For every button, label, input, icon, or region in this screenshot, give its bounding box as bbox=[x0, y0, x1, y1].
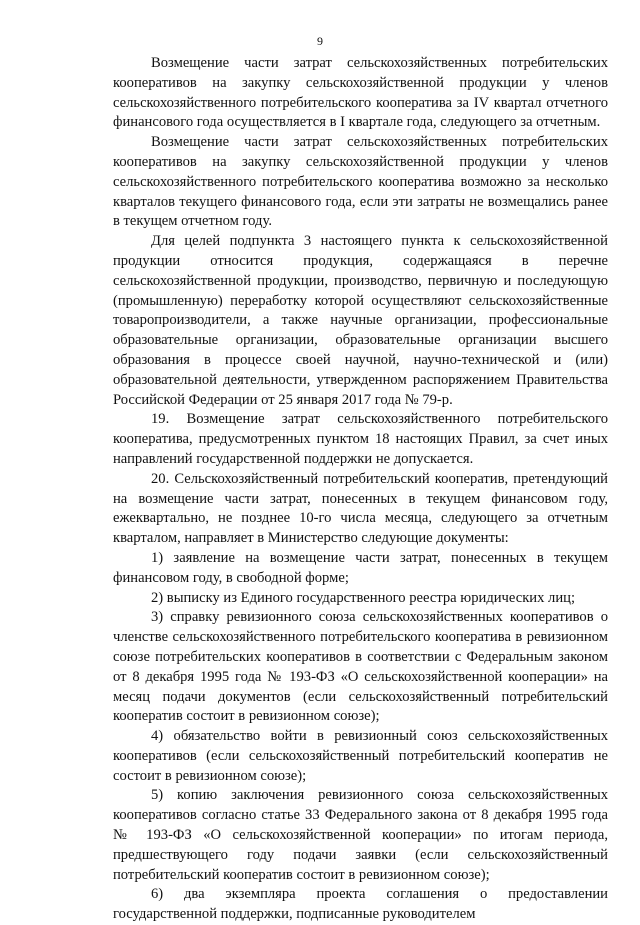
paragraph-item-19: 19. Возмещение затрат сельскохозяйственного потребительского кооператива, предусмотренных пунктом 18 настоящих Правил, за счет иных направлений государственной поддержки не допускается. bbox=[113, 411, 608, 467]
list-item-6-agreement-copies: 6) два экземпляра проекта соглашения о предоставлении государственной поддержки, подписанные руководителем bbox=[113, 886, 608, 923]
list-item-1-application: 1) заявление на возмещение части затрат, понесенных в текущем финансовом году, в свободной форме; bbox=[113, 549, 608, 586]
paragraph-item-20: 20. Сельскохозяйственный потребительский кооператив, претендующий на возмещение части затрат, понесенных в текущем финансовом году, ежеквартально, не позднее 10-го числа месяца, следующего за отчетным кварталом, направляет в Министерство следующие документы: bbox=[113, 470, 608, 547]
list-item-2-registry-extract: 2) выписку из Единого государственного реестра юридических лиц; bbox=[151, 589, 576, 606]
list-item-5-audit-conclusion: 5) копию заключения ревизионного союза сельскохозяйственных кооперативов согласно статье 33 Федерального закона от 8 декабря 1995 года № 193-ФЗ «О сельскохозяйственной кооперации» по итогам периода, предшествующего году подачи заявки (если сельскохозяйственный потребительский кооператив состоит в ревизионном союзе); bbox=[113, 787, 608, 883]
list-item-3-audit-union-certificate: 3) справку ревизионного союза сельскохозяйственных кооперативов о членстве сельскохозяйственного потребительского кооператива в ревизионном союзе потребительских кооперативов в соответствии с Федеральным законом от 8 декабря 1995 года № 193-ФЗ «О сельскохозяйственной кооперации» на месяц подачи документов (если сельскохозяйственный потребительский кооператив состоит в ревизионном союзе); bbox=[113, 609, 608, 725]
paragraph-agricultural-products-definition: Для целей подпункта 3 настоящего пункта к сельскохозяйственной продукции относится продукция, содержащаяся в перечне сельскохозяйственной продукции, производство, первичную и последующую (промышленную) переработку которой осуществляют сельскохозяйственные товаропроизводители, а также научные организации, профессиональные образовательные организации, образовательные организации высшего образования в процессе своей научной, научно-технической и (или) образовательной деятельности, утвержденном распоряжением Правительства Российской Федерации от 25 января 2017 года № 79-р. bbox=[113, 233, 608, 408]
paragraph-reimbursement-q4: Возмещение части затрат сельскохозяйственных потребительских кооперативов на закупку сельскохозяйственной продукции у членов сельскохозяйственного потребительского кооператива за IV квартал отчетного финансового года осуществляется в I квартале года, следующего за отчетным. bbox=[113, 55, 608, 131]
list-item-4-obligation: 4) обязательство войти в ревизионный союз сельскохозяйственных кооперативов (если сельскохозяйственный потребительский кооператив не состоит в ревизионном союзе); bbox=[113, 728, 608, 784]
paragraph-reimbursement-multiple-quarters: Возмещение части затрат сельскохозяйственных потребительских кооперативов на закупку сельскохозяйственной продукции у членов сельскохозяйственного потребительского кооператива возможно за несколько кварталов текущего финансового года, если эти затраты не возмещались ранее в текущем отчетном году. bbox=[113, 134, 608, 230]
page-number: 9 bbox=[317, 34, 323, 48]
document-body bbox=[113, 54, 608, 925]
